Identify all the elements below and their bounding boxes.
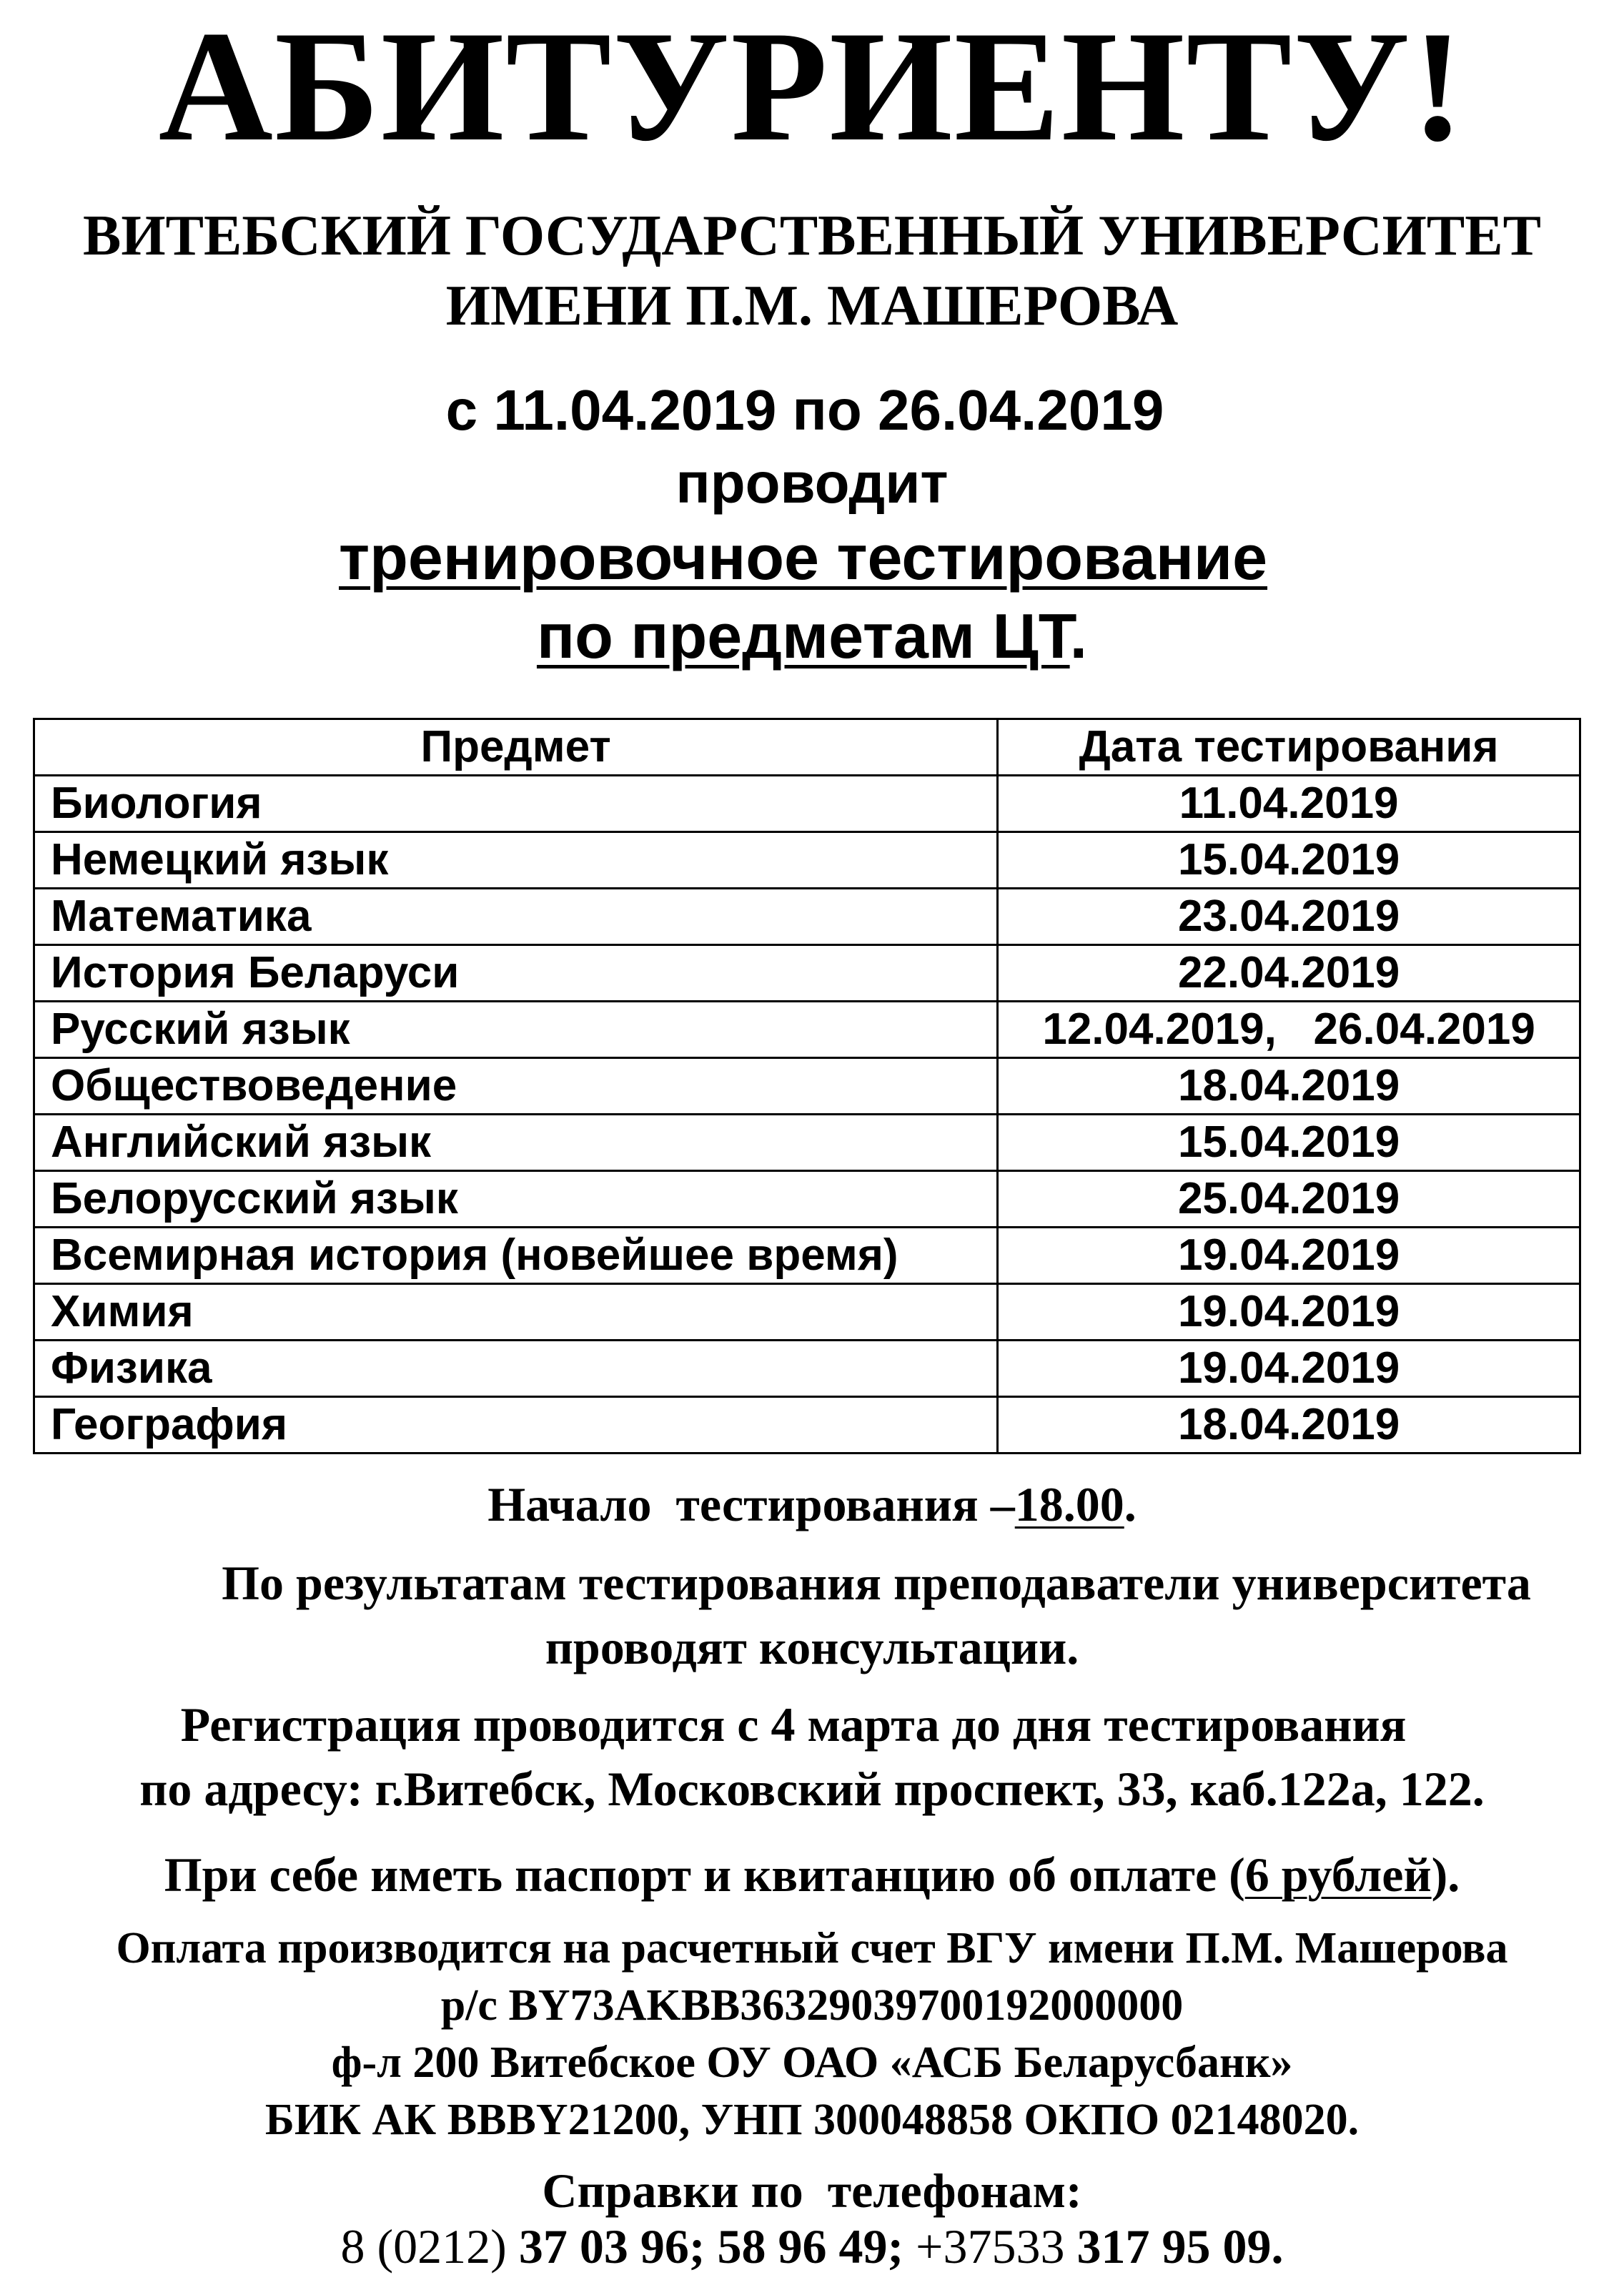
bank-branch: ф-л 200 Витебское ОУ ОАО «АСБ Беларусбанк» — [331, 2038, 1293, 2087]
payment-line-1: Оплата производится на расчетный счет ВГУ имени П.М. Машерова — [116, 1924, 1508, 1973]
table-row — [34, 1171, 1580, 1228]
table-row — [34, 776, 1580, 832]
phone-area-code: 8 (0212) — [340, 2219, 519, 2274]
table-row — [34, 1341, 1580, 1397]
date-cell: 23.04.2019 — [998, 889, 1580, 945]
date-cell: 25.04.2019 — [998, 1171, 1580, 1228]
contact-phones — [0, 2219, 1624, 2274]
results-line-2: проводят консультации. — [545, 1620, 1079, 1674]
date-cell: 19.04.2019 — [998, 1228, 1580, 1284]
table-row — [34, 1397, 1580, 1454]
subjects-heading-dot: . — [1069, 601, 1088, 671]
date-cell: 19.04.2019 — [998, 1341, 1580, 1397]
fee-amount: 6 рублей — [1244, 1847, 1432, 1902]
subject-cell: География — [34, 1397, 998, 1454]
table-row — [34, 889, 1580, 945]
bring-prefix: При себе иметь паспорт и квитанцию об оплате ( — [164, 1847, 1245, 1902]
contacts-heading: Справки по телефонам: — [542, 2163, 1082, 2218]
conducts-text: проводит — [675, 451, 949, 515]
table-row — [34, 1284, 1580, 1341]
subject-cell: Химия — [34, 1284, 998, 1341]
bank-codes: БИК АК BBBY21200, УНП 300048858 ОКПО 02148020. — [264, 2096, 1360, 2144]
column-header-subject: Предмет — [34, 719, 998, 776]
subjects-heading — [0, 601, 1624, 671]
subjects-heading-text: по предметам ЦТ — [536, 601, 1070, 671]
results-line-1: По результатам тестирования преподаватели университета — [222, 1556, 1531, 1610]
subject-cell: Английский язык — [34, 1115, 998, 1171]
subject-cell: Всемирная история (новейшее время) — [34, 1228, 998, 1284]
university-name-line-1: ВИТЕБСКИЙ ГОСУДАРСТВЕННЫЙ УНИВЕРСИТЕТ — [83, 204, 1541, 267]
page-title: АБИТУРИЕНТУ! — [158, 0, 1466, 174]
column-header-date: Дата тестирования — [998, 719, 1580, 776]
table-row — [34, 1002, 1580, 1058]
date-cell: 22.04.2019 — [998, 945, 1580, 1002]
date-cell: 12.04.2019, 26.04.2019 — [998, 1002, 1580, 1058]
subject-cell: История Беларуси — [34, 945, 998, 1002]
mobile-prefix: +37533 — [916, 2219, 1077, 2274]
date-cell: 15.04.2019 — [998, 832, 1580, 889]
bring-suffix: ). — [1431, 1847, 1460, 1902]
table-header-row — [34, 719, 1580, 776]
start-time-value: 18.00 — [1014, 1477, 1124, 1531]
mobile-number: 317 95 09. — [1076, 2219, 1284, 2274]
subject-cell: Белорусский язык — [34, 1171, 998, 1228]
bring-documents-line — [0, 1847, 1624, 1902]
date-cell: 18.04.2019 — [998, 1397, 1580, 1454]
registration-address: по адресу: г.Витебск, Московский проспект, 33, каб.122а, 122. — [139, 1762, 1485, 1816]
registration-line-1: Регистрация проводится с 4 марта до дня тестирования — [180, 1697, 1407, 1752]
start-time-suffix: . — [1124, 1477, 1137, 1531]
subject-cell: Русский язык — [34, 1002, 998, 1058]
subject-cell: Биология — [34, 776, 998, 832]
table-row — [34, 832, 1580, 889]
subject-cell: Обществоведение — [34, 1058, 998, 1115]
start-time-line — [0, 1477, 1624, 1531]
table-row — [34, 1058, 1580, 1115]
date-cell: 19.04.2019 — [998, 1284, 1580, 1341]
date-cell: 15.04.2019 — [998, 1115, 1580, 1171]
table-row — [34, 1228, 1580, 1284]
subject-cell: Физика — [34, 1341, 998, 1397]
testing-period: с 11.04.2019 по 26.04.2019 — [445, 378, 1164, 442]
bank-account: р/с BY73AKBB36329039700192000000 — [440, 1981, 1184, 2030]
table-row — [34, 945, 1580, 1002]
training-heading-text: тренировочное тестирование — [339, 522, 1268, 593]
table-row — [34, 1115, 1580, 1171]
date-cell: 18.04.2019 — [998, 1058, 1580, 1115]
training-heading — [54, 522, 1624, 593]
subject-cell: Немецкий язык — [34, 832, 998, 889]
schedule-table — [33, 718, 1581, 1454]
university-name-line-2: ИМЕНИ П.М. МАШЕРОВА — [445, 275, 1179, 337]
phone-numbers: 37 03 96; 58 96 49; — [518, 2219, 916, 2274]
start-time-prefix: Начало тестирования – — [487, 1477, 1015, 1531]
date-cell: 11.04.2019 — [998, 776, 1580, 832]
subject-cell: Математика — [34, 889, 998, 945]
